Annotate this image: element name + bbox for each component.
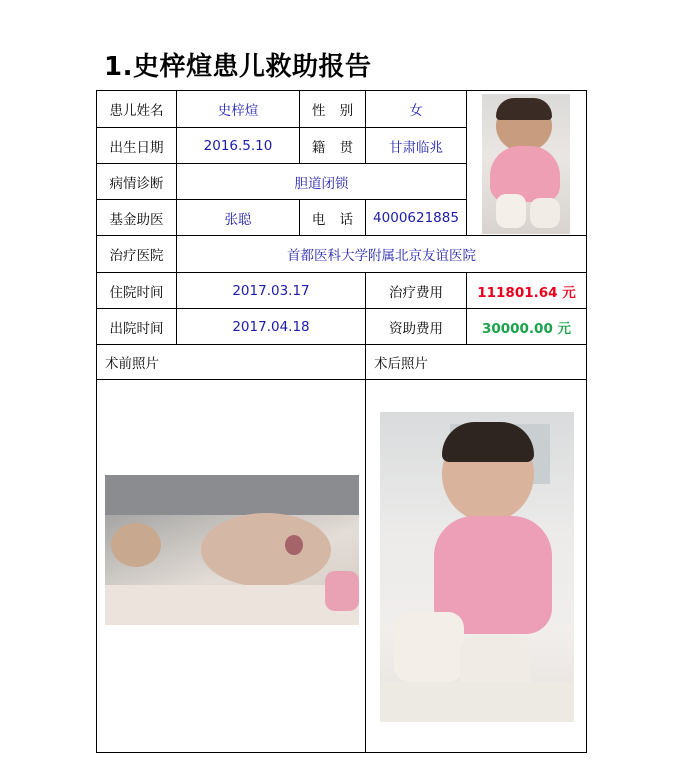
- gender-value: 女: [366, 91, 467, 128]
- admit-label: 住院时间: [97, 273, 177, 309]
- origin-label: 籍 贯: [300, 128, 366, 164]
- table-row: [97, 91, 587, 128]
- origin-value: 甘肃临兆: [366, 128, 467, 164]
- diagnosis-label: 病情诊断: [97, 164, 177, 200]
- before-photo-cell: [97, 380, 366, 753]
- phone-label: 电 话: [300, 200, 366, 236]
- page-title: 1.史梓煊患儿救助报告: [104, 52, 372, 82]
- admit-value: 2017.03.17: [177, 273, 366, 309]
- table-row: [97, 345, 587, 380]
- aid-fee-label: 资助费用: [366, 309, 467, 345]
- doctor-value: 张聪: [177, 200, 300, 236]
- table-row: [97, 236, 587, 273]
- discharge-label: 出院时间: [97, 309, 177, 345]
- table-row: [97, 309, 587, 345]
- name-value: 史梓煊: [177, 91, 300, 128]
- hospital-value: 首都医科大学附属北京友谊医院: [177, 236, 587, 273]
- phone-value: 4000621885: [366, 200, 467, 236]
- name-label: 患儿姓名: [97, 91, 177, 128]
- patient-photo-cell: [467, 91, 587, 236]
- treat-fee-label: 治疗费用: [366, 273, 467, 309]
- after-photo-label: 术后照片: [366, 345, 587, 380]
- aid-fee-value: 30000.00 元: [467, 309, 587, 345]
- treat-fee-value: 111801.64 元: [467, 273, 587, 309]
- after-surgery-photo: [380, 412, 574, 722]
- after-photo-cell: [366, 380, 587, 753]
- gender-label: 性 别: [300, 91, 366, 128]
- birth-value: 2016.5.10: [177, 128, 300, 164]
- diagnosis-value: 胆道闭锁: [177, 164, 467, 200]
- birth-label: 出生日期: [97, 128, 177, 164]
- before-surgery-photo: [105, 475, 359, 625]
- before-photo-label: 术前照片: [97, 345, 366, 380]
- doctor-label: 基金助医: [97, 200, 177, 236]
- table-row: [97, 380, 587, 753]
- hospital-label: 治疗医院: [97, 236, 177, 273]
- table-row: [97, 273, 587, 309]
- discharge-value: 2017.04.18: [177, 309, 366, 345]
- aid-report-table: [96, 90, 587, 753]
- patient-photo: [482, 94, 570, 234]
